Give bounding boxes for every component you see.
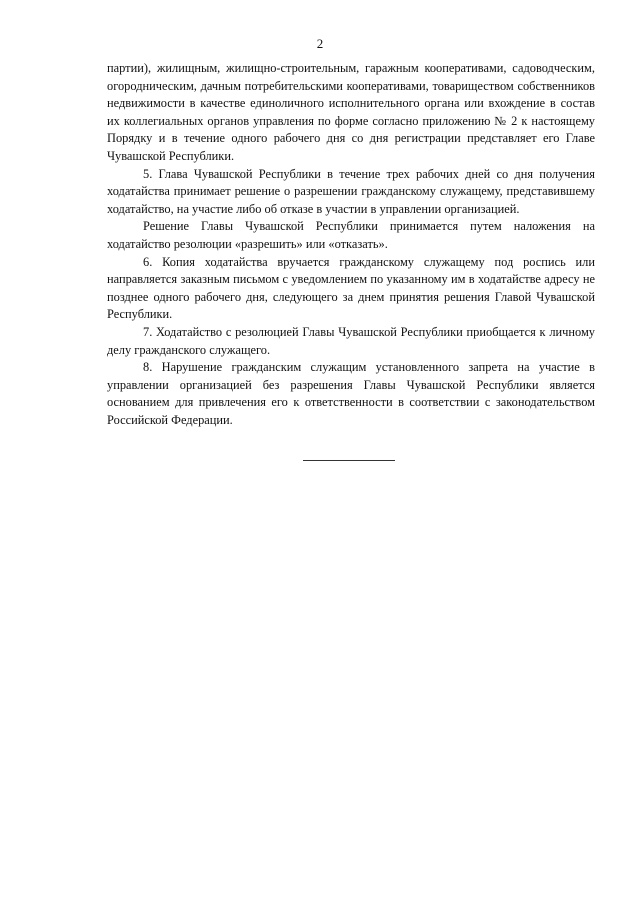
page-number: 2 (316, 36, 324, 51)
paragraph-item-7: 7. Ходатайство с резолюцией Главы Чувашской Республики приобщается к личному делу гражданского служащего. (107, 324, 595, 357)
paragraph-item-5: 5. Глава Чувашской Республики в течение трех рабочих дней со дня получения ходатайства принимает решение о разрешении гражданскому служащему, представившему ходатайство, на участие либо об отказе в участии в управлении организацией. (107, 166, 595, 216)
document-body (107, 60, 595, 429)
paragraph-continuation: партии), жилищным, жилищно-строительным, гаражным кооперативами, садоводческим, огородническим, дачным потребительскими кооперативами, товариществом собственников недвижимости в качестве единоличного исполнительного органа или вхождение в состав их коллегиальных органов управления по форме согласно приложению № 2 к настоящему Порядку и в течение одного рабочего дня со дня регистрации представляет его Главе Чувашской Республики. (107, 61, 595, 163)
paragraph-item-8: 8. Нарушение гражданским служащим установленного запрета на участие в управлении организацией без разрешения Главы Чувашской Республики является основанием для привлечения его к ответственности в соответствии с законодательством Российской Федерации. (107, 360, 595, 427)
paragraph-item-6: 6. Копия ходатайства вручается гражданскому служащему под роспись или направляется заказным письмом с уведомлением по указанному им в ходатайстве адресу не позднее одного рабочего дня, следующего за днем принятия решения Главой Чувашской Республики. (107, 254, 595, 322)
end-divider (303, 460, 395, 461)
paragraph-decision: Решение Главы Чувашской Республики принимается путем наложения на ходатайство резолюции «разрешить» или «отказать». (107, 219, 595, 251)
